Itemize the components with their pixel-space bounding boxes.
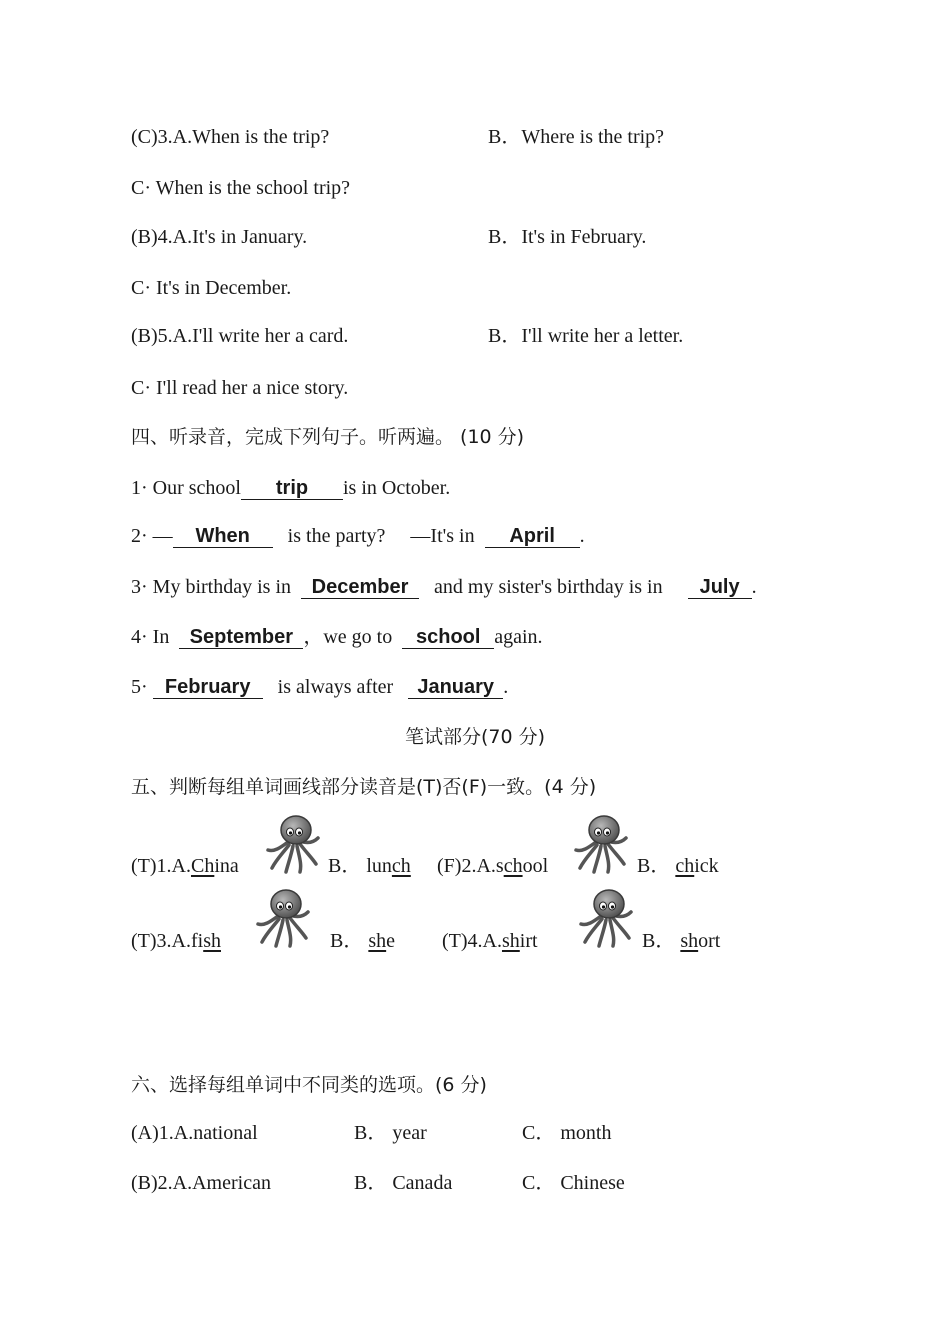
sentence-4	[131, 627, 543, 649]
classify-row-1-a	[131, 1123, 258, 1143]
sentence-4-mid: ，we go to	[303, 626, 393, 648]
sentence-3-number: 3·	[131, 576, 148, 598]
q5-c-text: I'll read her a nice story.	[156, 377, 349, 399]
q5-a-text: I'll write her a card.	[192, 325, 349, 347]
item-1-number: (T)1.A.	[131, 855, 191, 877]
q4-number: (B)4.A.	[131, 226, 193, 248]
phonics-item-3-b	[330, 931, 395, 951]
blank-answer: September	[179, 627, 303, 649]
q4-option-c	[131, 278, 291, 298]
sentence-2-end: .	[579, 525, 585, 547]
item-1-b-underlined: ch	[391, 855, 411, 877]
sentence-5-text: is always after	[277, 676, 394, 698]
q3-c-label: C·	[131, 177, 151, 199]
sentence-3-text: My birthday is in	[152, 576, 292, 598]
blank-answer: January	[408, 677, 503, 699]
q3-a-text: When is the trip?	[192, 126, 330, 148]
row-2-b-text: Canada	[392, 1172, 453, 1194]
item-4-a-post: irt	[519, 930, 538, 952]
item-1-a-underlined: Ch	[190, 855, 215, 877]
row-1-b-label: B．	[354, 1122, 388, 1144]
item-3-b-underlined: sh	[368, 930, 387, 952]
q4-a-text: It's in January.	[192, 226, 308, 248]
item-2-number: (F)2.A.	[437, 855, 496, 877]
blank-answer: trip	[241, 478, 343, 500]
q3-number: (C)3.A.	[131, 126, 193, 148]
item-1-b-label: B．	[328, 855, 362, 877]
item-3-b-label: B．	[330, 930, 364, 952]
item-3-number: (T)3.A.	[131, 930, 191, 952]
section6-title: 六、选择每组单词中不同类的选项。(6 分)	[131, 1074, 487, 1096]
q3-option-b	[488, 127, 664, 147]
row-1-number: (A)1.A.	[131, 1122, 194, 1144]
sentence-4-text: In	[152, 626, 170, 648]
q4-c-label: C·	[131, 277, 151, 299]
q5-number: (B)5.A.	[131, 325, 193, 347]
classify-row-1-c	[522, 1123, 611, 1143]
sentence-2	[131, 526, 585, 548]
row-2-c-text: Chinese	[560, 1172, 625, 1194]
row-2-b-label: B．	[354, 1172, 388, 1194]
sentence-1-number: 1·	[131, 477, 148, 499]
item-4-b-post: ort	[698, 930, 721, 952]
q5-b-label: B．	[488, 325, 522, 347]
q3-option-c	[131, 178, 350, 198]
blank-answer: July	[688, 577, 752, 599]
phonics-item-3-a	[131, 931, 221, 951]
item-3-a-underlined: sh	[203, 930, 221, 952]
phonics-item-1-a	[131, 856, 239, 876]
item-2-a-underlined: ch	[503, 855, 523, 877]
sentence-5-end: .	[503, 676, 509, 698]
item-4-a-underlined: sh	[501, 930, 520, 952]
blank-answer: When	[173, 526, 273, 548]
q5-c-label: C·	[131, 377, 151, 399]
q4-b-label: B．	[488, 226, 522, 248]
q3-option-a	[131, 127, 329, 147]
q3-c-text: When is the school trip?	[155, 177, 351, 199]
sentence-2-number: 2·	[131, 525, 148, 547]
classify-row-2-c	[522, 1173, 625, 1193]
q3-b-label: B．	[488, 126, 522, 148]
q5-option-b	[488, 326, 683, 346]
blank-answer: school	[402, 627, 494, 649]
sentence-4-number: 4·	[131, 626, 148, 648]
item-4-b-label: B．	[642, 930, 676, 952]
q3-b-text: Where is the trip?	[521, 126, 665, 148]
phonics-item-4-b	[642, 931, 720, 951]
section4-title: 四、听录音，完成下列句子。听两遍。 (10 分)	[131, 426, 525, 448]
item-2-b-underlined: ch	[675, 855, 695, 877]
q4-option-b	[488, 227, 646, 247]
q5-b-text: I'll write her a letter.	[521, 325, 684, 347]
phonics-item-4-a	[442, 931, 538, 951]
sentence-4-end: again.	[494, 626, 543, 648]
classify-row-2-a	[131, 1173, 271, 1193]
sentence-1-text: Our school	[152, 477, 241, 499]
item-4-b-underlined: sh	[680, 930, 699, 952]
q4-c-text: It's in December.	[156, 277, 292, 299]
q5-option-c	[131, 378, 348, 398]
sentence-5-number: 5·	[131, 676, 148, 698]
octopus-icon	[262, 812, 320, 874]
octopus-icon	[575, 886, 633, 948]
phonics-item-1-b	[328, 856, 411, 876]
blank-answer: December	[301, 577, 419, 599]
blank-answer: April	[485, 526, 580, 548]
item-2-b-post: ick	[694, 855, 719, 877]
phonics-item-2-a	[437, 856, 548, 876]
item-4-number: (T)4.A.	[442, 930, 502, 952]
section5-title: 五、判断每组单词画线部分读音是(T)否(F)一致。(4 分)	[131, 776, 597, 798]
item-2-a-pre: s	[495, 855, 504, 877]
item-3-b-post: e	[386, 930, 396, 952]
row-1-c-text: month	[560, 1122, 612, 1144]
classify-row-1-b	[354, 1123, 427, 1143]
row-1-b-text: year	[392, 1122, 427, 1144]
sentence-1	[131, 478, 450, 500]
sentence-2-reply: —It's in	[410, 525, 475, 547]
sentence-2-dash: —	[152, 525, 173, 547]
blank-answer: February	[153, 677, 263, 699]
sentence-3-end: .	[751, 576, 757, 598]
item-2-a-post: ool	[522, 855, 549, 877]
item-1-a-post: ina	[214, 855, 239, 877]
written-part-title: 笔试部分(70 分)	[404, 726, 546, 748]
classify-row-2-b	[354, 1173, 452, 1193]
row-1-a-text: national	[193, 1122, 258, 1144]
q5-option-a	[131, 326, 348, 346]
row-2-a-text: American	[192, 1172, 271, 1194]
sentence-3-mid: and my sister's birthday is in	[434, 576, 663, 598]
octopus-icon	[570, 812, 628, 874]
row-1-c-label: C．	[522, 1122, 556, 1144]
row-2-number: (B)2.A.	[131, 1172, 193, 1194]
item-2-b-label: B．	[637, 855, 671, 877]
sentence-1-end: is in October.	[343, 477, 451, 499]
q4-option-a	[131, 227, 307, 247]
sentence-3	[131, 577, 757, 599]
sentence-2-text: is the party?	[287, 525, 386, 547]
item-1-b-pre: lun	[366, 855, 392, 877]
sentence-5	[131, 677, 508, 699]
item-3-a-pre: fi	[190, 930, 204, 952]
octopus-icon	[252, 886, 310, 948]
phonics-item-2-b	[637, 856, 719, 876]
q4-b-text: It's in February.	[521, 226, 647, 248]
row-2-c-label: C．	[522, 1172, 556, 1194]
